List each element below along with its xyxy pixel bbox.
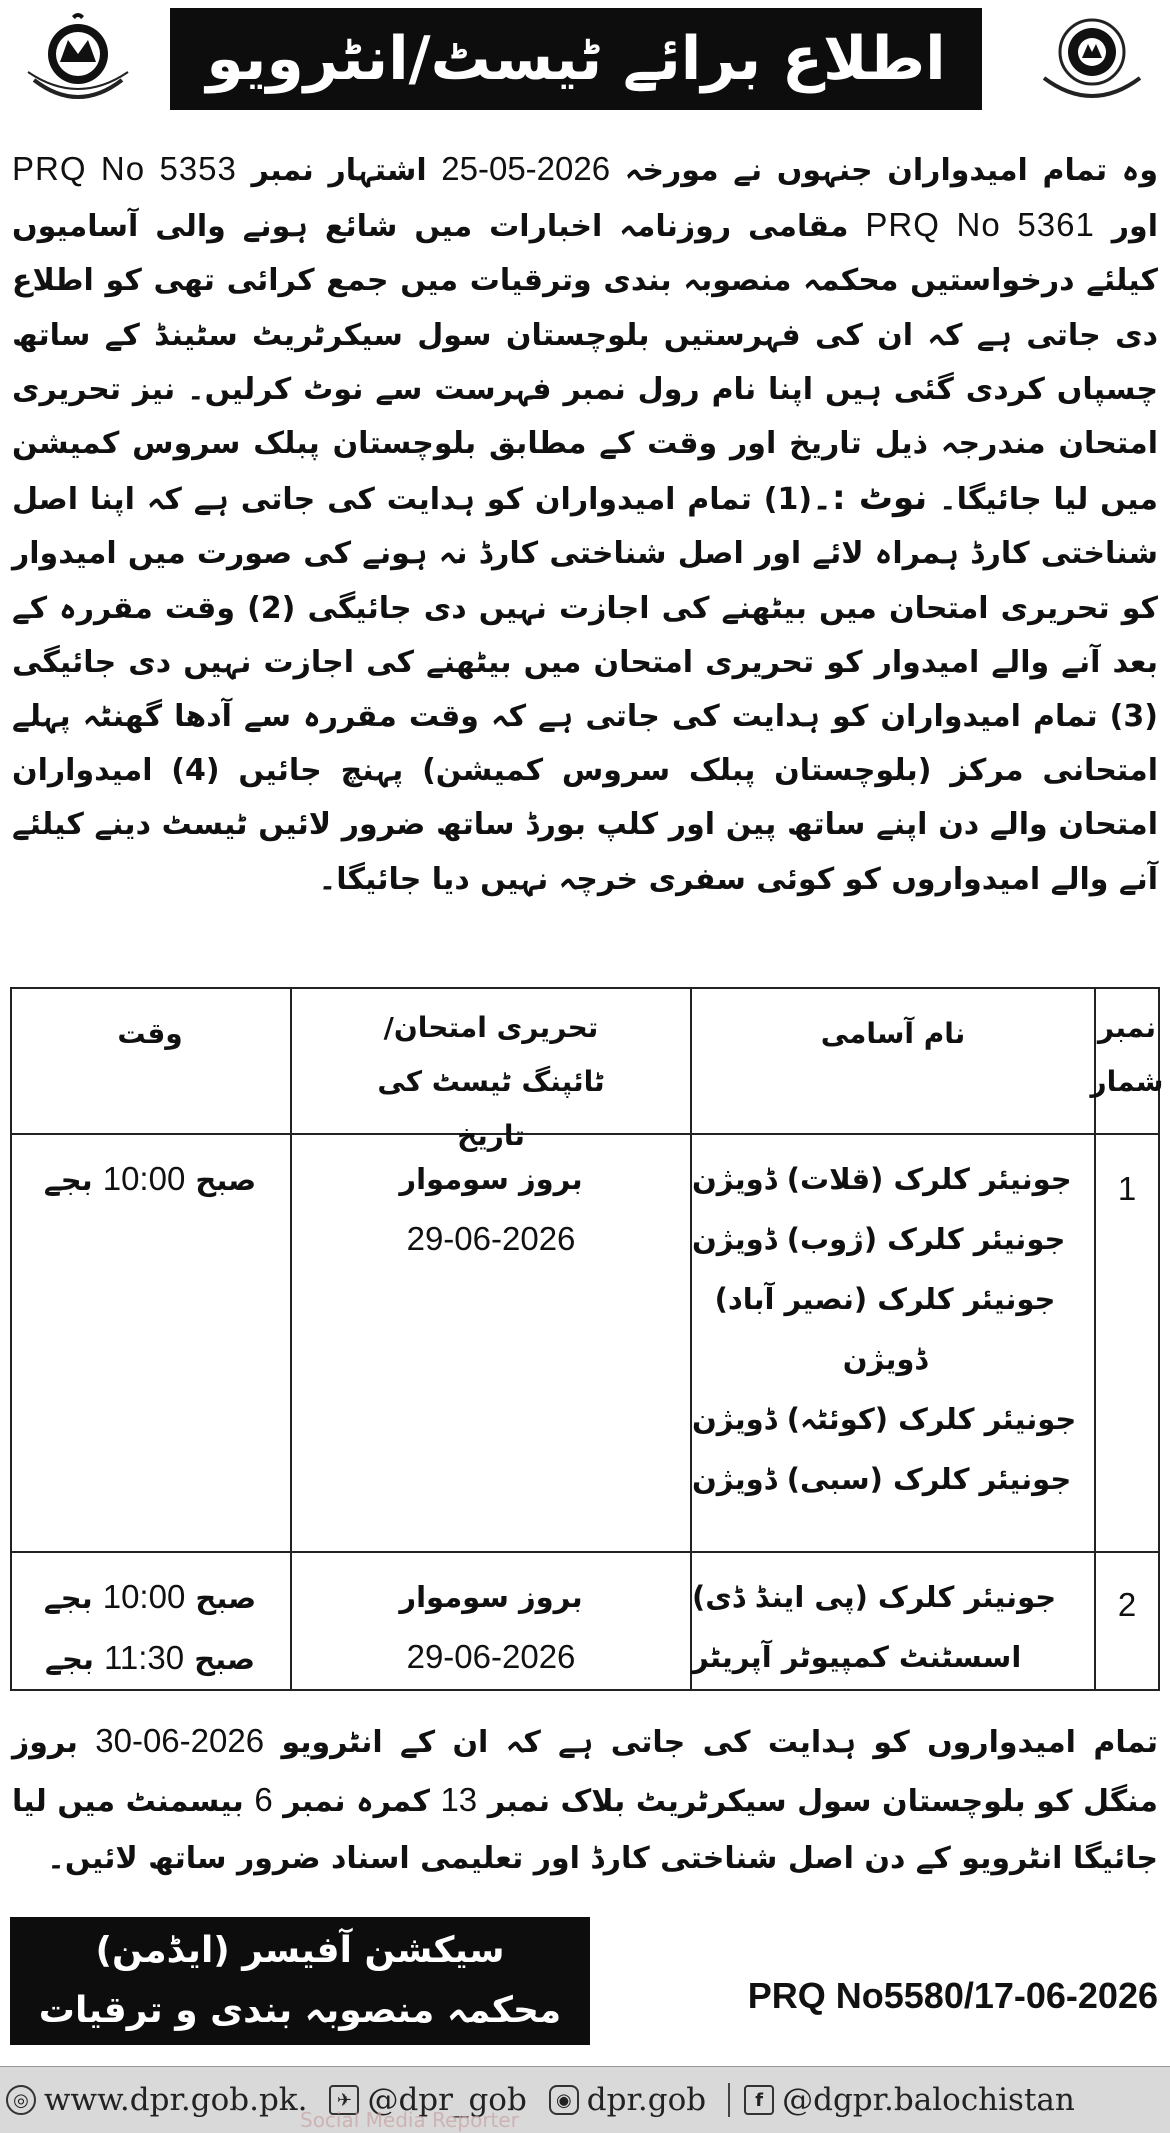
row1-date bbox=[292, 1149, 690, 1269]
intro-text-2: اشتہار نمبر bbox=[236, 153, 442, 188]
post-name: جونیئر کلرک (نصیر آباد) ڈویژن bbox=[714, 1282, 1056, 1376]
post-name: اسسٹنٹ کمپیوٹر آپریٹر bbox=[692, 1640, 1022, 1674]
header-date: تحریری امتحان/ٹائپنگ ٹیسٹ کی تاریخ bbox=[377, 1011, 605, 1152]
header-post: نام آسامی bbox=[820, 1017, 966, 1050]
closing-text-1: تمام امیدواروں کو ہدایت کی جاتی ہے کہ ان کے انٹرویو bbox=[264, 1725, 1158, 1760]
exam-date: 29-06-2026 bbox=[406, 1220, 576, 1257]
instagram-icon: ◉ bbox=[549, 2085, 579, 2115]
exam-day: بروز سوموار bbox=[399, 1162, 583, 1196]
exam-time bbox=[44, 1567, 256, 1628]
schedule-table bbox=[10, 987, 1164, 1691]
header bbox=[10, 6, 1160, 116]
facebook-icon: f bbox=[744, 2085, 774, 2115]
time-value: 11:30 bbox=[103, 1639, 185, 1676]
time-prefix: صبح bbox=[194, 1642, 255, 1676]
post-name: جونیئر کلرک (سبی) ڈویژن bbox=[692, 1462, 1072, 1496]
website-item[interactable] bbox=[6, 2082, 307, 2118]
closing-text-2: بروز منگل کو بلوچستان سول سیکرٹریٹ بلاک نمبر bbox=[12, 1725, 1158, 1819]
exam-time bbox=[44, 1149, 256, 1210]
divider bbox=[728, 2083, 730, 2117]
post-name: جونیئر کلرک (ژوب) ڈویژن bbox=[692, 1222, 1066, 1256]
intro-text-4: مقامی روزنامہ اخبارات میں شائع ہونے والی آسامیوں کیلئے درخواستیں محکمہ منصوبہ بندی وترقیات میں جمع کرائی تھی کو اطلاع دی جاتی ہے کہ ان کی فہرستیں بلوچستان سول سیکرٹریٹ سٹینڈ کے ساتھ چسپاں کردی گئی ہیں اپنا نام رول نمبر فہرست سے نوٹ کرلیں۔ نیز تحریری امتحان مندرجہ ذیل تاریخ اور وقت کے مطابق بلوچستان پبلک سروس کمیشن میں لیا جائیگا۔ bbox=[12, 209, 1158, 518]
signature-block bbox=[10, 1917, 590, 2045]
time-suffix: بجے bbox=[43, 1581, 93, 1615]
instagram-handle[interactable]: dpr.gob bbox=[586, 2082, 707, 2118]
row-divider bbox=[12, 1551, 1158, 1553]
row2-date bbox=[292, 1567, 690, 1687]
twitter-handle[interactable]: @dpr_gob bbox=[367, 2082, 527, 2118]
reference-number: PRQ No5580/17-06-2026 bbox=[747, 1975, 1158, 2016]
signatory-title: سیکشن آفیسر (ایڈمن) bbox=[95, 1930, 505, 1971]
intro-paragraph bbox=[12, 142, 1158, 907]
exam-time bbox=[45, 1628, 255, 1689]
post-name: جونیئر کلرک (قلات) ڈویژن bbox=[692, 1162, 1072, 1196]
row1-posts bbox=[692, 1149, 1094, 1509]
time-suffix: بجے bbox=[45, 1642, 94, 1676]
serial-number: 1 bbox=[1117, 1170, 1137, 1207]
header-time: وقت bbox=[117, 1017, 183, 1050]
post-name: جونیئر کلرک (کوئٹہ) ڈویژن bbox=[692, 1402, 1077, 1436]
instagram-item[interactable] bbox=[549, 2082, 706, 2118]
post-name: جونیئر کلرک (پی اینڈ ڈی) bbox=[692, 1580, 1057, 1614]
watermark-text: Social Media Reporter bbox=[300, 2108, 519, 2132]
room-number: 6 bbox=[254, 1781, 273, 1818]
prq-number-2: PRQ No 5361 bbox=[865, 206, 1095, 244]
twitter-icon: ✈ bbox=[329, 2085, 359, 2115]
time-value: 10:00 bbox=[102, 1160, 186, 1197]
prq-number-1: PRQ No 5353 bbox=[12, 150, 237, 187]
note-label: نوٹ :۔ bbox=[812, 478, 928, 519]
department-name: محکمہ منصوبہ بندی و ترقیات bbox=[38, 1990, 562, 2031]
serial-number: 2 bbox=[1117, 1586, 1137, 1623]
closing-text-3: کمرہ نمبر bbox=[272, 1784, 441, 1819]
row2-serial bbox=[1096, 1575, 1158, 1635]
interview-paragraph bbox=[12, 1712, 1158, 1887]
time-prefix: صبح bbox=[195, 1163, 257, 1197]
interview-date: 30-06-2026 bbox=[95, 1722, 265, 1759]
intro-text-1: وہ تمام امیدواران جنہوں نے مورخہ bbox=[610, 153, 1158, 188]
balochistan-emblem-icon bbox=[14, 10, 142, 114]
government-seal-icon bbox=[1028, 10, 1156, 114]
time-value: 10:00 bbox=[102, 1578, 186, 1615]
time-suffix: بجے bbox=[43, 1163, 93, 1197]
intro-instructions: (1) تمام امیدواران کو ہدایت کی جاتی ہے کہ اپنا اصل شناختی کارڈ ہمراہ لائے اور اصل شناختی کارڈ نہ ہونے کی صورت میں امیدوار کو تحریری امتحان میں بیٹھنے کی اجازت نہیں دی جائیگی (2) وقت مقررہ کے بعد آنے والے امیدوار کو تحریری امتحان میں بیٹھنے کی اجازت نہیں دی جائیگی (3) تمام امیدواران کو ہدایت کی جاتی ہے کہ وقت مقررہ سے آدھا گھنٹہ پہلے امتحانی مرکز (بلوچستان پبلک سروس کمیشن) پہنچ جائیں (4) امیدواران امتحان والے دن اپنے ساتھ پین اور کلپ بورڈ ساتھ ضرور لائیں ٹیسٹ دینے کیلئے آنے والے امیدواروں کو کوئی سفری خرچہ نہیں دیا جائیگا۔ bbox=[12, 482, 1158, 897]
block-number: 13 bbox=[440, 1781, 478, 1818]
globe-icon: ◎ bbox=[6, 2085, 36, 2115]
ad-date: 25-05-2026 bbox=[441, 150, 611, 187]
facebook-handle[interactable]: @dgpr.balochistan bbox=[782, 2082, 1075, 2118]
exam-date: 29-06-2026 bbox=[406, 1638, 576, 1675]
exam-day: بروز سوموار bbox=[399, 1580, 583, 1614]
social-bar bbox=[0, 2066, 1170, 2133]
website-link[interactable]: www.dpr.gob.pk. bbox=[44, 2082, 308, 2118]
row1-time bbox=[10, 1149, 290, 1210]
closing-text-4: بیسمنٹ میں لیا جائیگا انٹرویو کے دن اصل شناختی کارڈ اور تعلیمی اسناد ضرور ساتھ لائیں۔ bbox=[12, 1784, 1158, 1876]
time-prefix: صبح bbox=[195, 1581, 257, 1615]
row1-serial bbox=[1096, 1159, 1158, 1219]
header-serial: نمبر شمار bbox=[1090, 1011, 1164, 1098]
facebook-item[interactable] bbox=[744, 2082, 1075, 2118]
row2-posts bbox=[692, 1567, 1094, 1687]
intro-text-3: اور bbox=[1094, 209, 1158, 245]
page-title: اطلاع برائے ٹیسٹ/انٹرویو bbox=[170, 8, 982, 110]
row2-time bbox=[10, 1567, 290, 1689]
